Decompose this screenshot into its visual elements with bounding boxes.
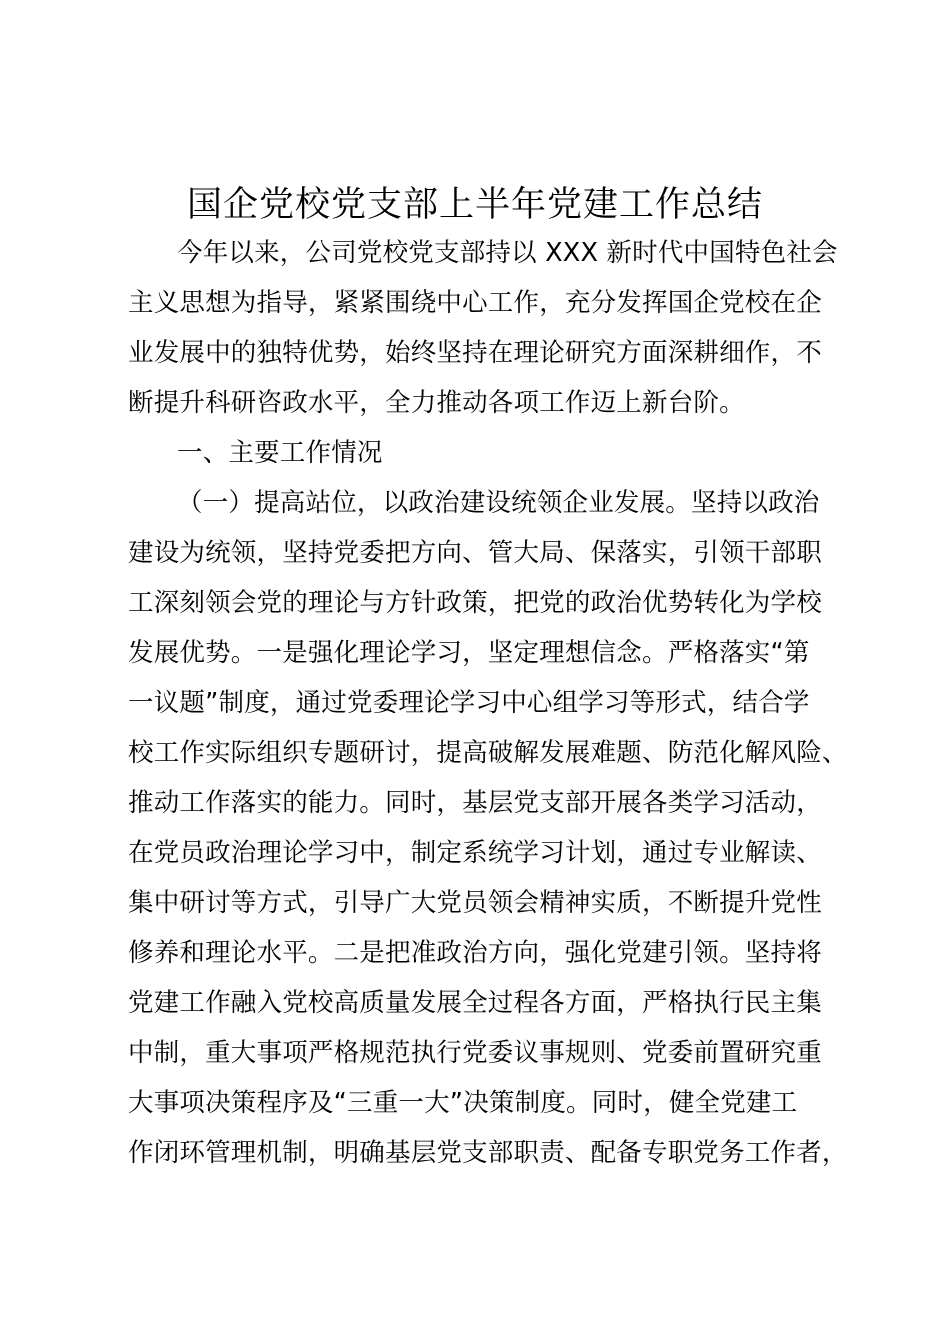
paragraph-line: 断提升科研咨政水平，全力推动各项工作迈上新台阶。 [128, 388, 745, 418]
paragraph-line: 集中研讨等方式，引导广大党员领会精神实质，不断提升党性 [128, 888, 822, 918]
paragraph-line: 中制，重大事项严格规范执行党委议事规则、党委前置研究重 [128, 1038, 822, 1068]
paragraph-line: 推动工作落实的能力。同时，基层党支部开展各类学习活动， [128, 788, 822, 818]
paragraph-line: 工深刻领会党的理论与方针政策，把党的政治优势转化为学校 [128, 588, 822, 618]
paragraph-line: 党建工作融入党校高质量发展全过程各方面，严格执行民主集 [128, 988, 822, 1018]
paragraph-line: （一）提高站位，以政治建设统领企业发展。坚持以政治 [177, 488, 820, 518]
section-heading: 一、主要工作情况 [177, 438, 383, 468]
document-title: 国企党校党支部上半年党建工作总结 [186, 185, 763, 225]
paragraph-line: 建设为统领，坚持党委把方向、管大局、保落实，引领干部职 [128, 538, 822, 568]
paragraph-line: 今年以来，公司党校党支部持以 XXX 新时代中国特色社会 [177, 238, 838, 268]
paragraph-line: 主义思想为指导，紧紧围绕中心工作，充分发挥国企党校在企 [128, 288, 822, 318]
paragraph-line: 业发展中的独特优势，始终坚持在理论研究方面深耕细作，不 [128, 338, 822, 368]
paragraph-line: 作闭环管理机制，明确基层党支部职责、配备专职党务工作者， [128, 1138, 848, 1168]
paragraph-line: 大事项决策程序及“三重一大”决策制度。同时，健全党建工 [128, 1088, 798, 1118]
paragraph-line: 校工作实际组织专题研讨，提高破解发展难题、防范化解风险、 [128, 738, 848, 768]
paragraph-line: 一议题”制度，通过党委理论学习中心组学习等形式，结合学 [128, 688, 810, 718]
paragraph-line: 在党员政治理论学习中，制定系统学习计划，通过专业解读、 [128, 838, 822, 868]
paragraph-line: 修养和理论水平。二是把准政治方向，强化党建引领。坚持将 [128, 938, 822, 968]
paragraph-line: 发展优势。一是强化理论学习，坚定理想信念。严格落实“第 [128, 638, 810, 668]
